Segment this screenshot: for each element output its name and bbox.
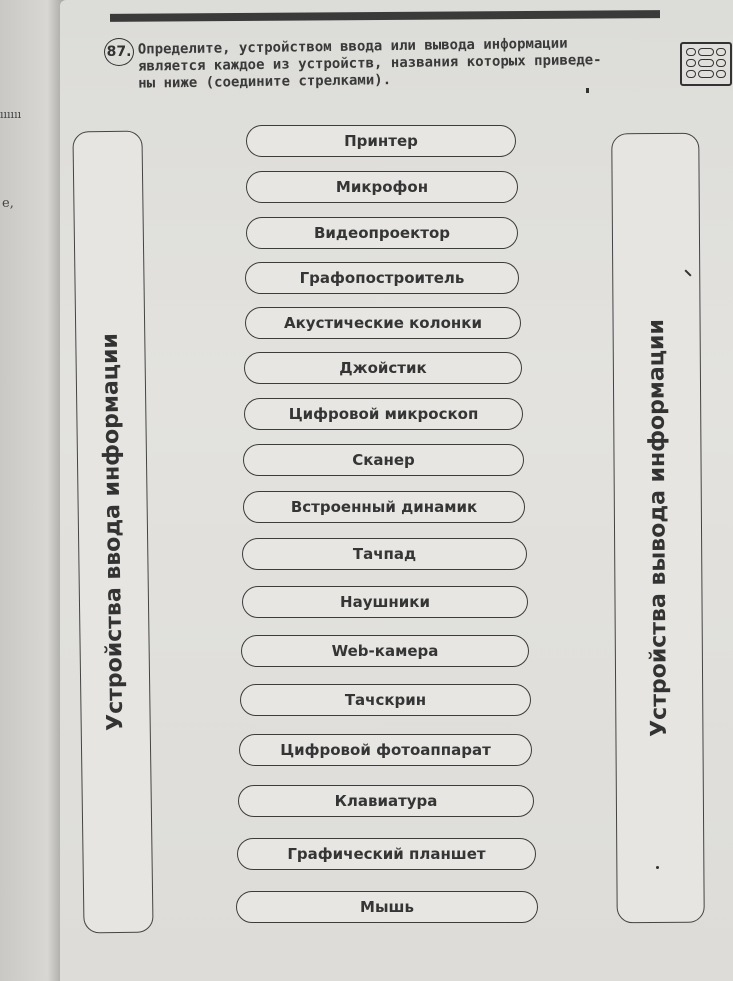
device-box[interactable]: Цифровой фотоаппарат	[239, 734, 532, 766]
task-line: Определите, устройством ввода или вывода информации	[137, 35, 568, 58]
device-box[interactable]: Цифровой микроскоп	[244, 398, 523, 430]
task-number: 87.	[104, 38, 134, 66]
device-box[interactable]: Акустические колонки	[245, 307, 521, 339]
device-box[interactable]: Сканер	[243, 444, 524, 476]
device-box[interactable]: Тачскрин	[240, 684, 531, 716]
left-page-edge	[0, 0, 68, 981]
output-devices-box[interactable]	[611, 133, 705, 924]
left-page-fragment: е,	[2, 196, 14, 211]
device-box[interactable]: Видеопроектор	[246, 217, 518, 249]
task-line: является каждое из устройств, названия которых приведе-	[137, 52, 602, 75]
matching-icon	[680, 42, 732, 86]
pen-mark	[656, 866, 659, 869]
pen-mark	[586, 88, 589, 93]
task-instructions	[138, 34, 664, 92]
input-devices-label: Устройства ввода информации	[97, 332, 129, 732]
device-box[interactable]: Джойстик	[244, 352, 522, 384]
output-devices-label: Устройства вывода информации	[644, 319, 672, 737]
device-box[interactable]: Встроенный динамик	[243, 491, 525, 523]
device-box[interactable]: Принтер	[246, 125, 516, 157]
device-box[interactable]: Микрофон	[246, 171, 518, 203]
left-page-dots: ıııııı	[0, 108, 22, 121]
device-box[interactable]: Графический планшет	[237, 838, 536, 870]
device-box[interactable]: Тачпад	[242, 538, 527, 570]
task-line: ны ниже (соедините стрелками).	[138, 72, 392, 92]
device-box[interactable]: Мышь	[236, 891, 538, 923]
device-box[interactable]: Наушники	[242, 586, 528, 618]
device-box[interactable]: Web-камера	[241, 635, 529, 667]
device-box[interactable]: Графопостроитель	[245, 262, 519, 294]
input-devices-box[interactable]	[72, 131, 153, 934]
device-box[interactable]: Клавиатура	[238, 785, 534, 817]
